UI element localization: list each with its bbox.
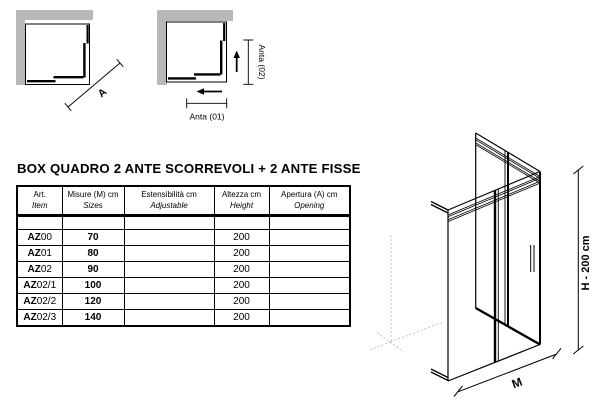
col-header-misure <box>62 186 124 216</box>
header-line2: Adjustable <box>150 201 188 210</box>
height-label: H - 200 cm <box>580 235 592 291</box>
wall-left <box>16 10 25 85</box>
table-row <box>17 294 350 310</box>
shower-box-outline <box>167 22 227 82</box>
apertura-value <box>269 310 350 327</box>
construction-axes <box>370 235 442 352</box>
misure-value: 90 <box>62 262 124 278</box>
art-code <box>17 278 62 294</box>
spacer-row <box>17 216 350 230</box>
misure-value: 70 <box>62 230 124 246</box>
altezza-value: 200 <box>214 230 269 246</box>
empty-cell <box>214 216 269 230</box>
empty-cell <box>62 216 124 230</box>
header-line1: Art. <box>33 190 46 199</box>
estensibilita-value <box>124 262 214 278</box>
art-suffix: 02/2 <box>36 296 57 307</box>
estensibilita-value <box>124 278 214 294</box>
estensibilita-value <box>124 294 214 310</box>
header-line1: Estensibilità cm <box>141 190 197 199</box>
art-suffix: 00 <box>40 232 52 243</box>
art-suffix: 02/3 <box>36 312 57 323</box>
apertura-value <box>269 246 350 262</box>
plan-diagrams <box>0 0 300 140</box>
header-line2: Opening <box>294 201 325 210</box>
art-prefix: AZ <box>27 264 41 275</box>
estensibilita-value <box>124 246 214 262</box>
dimension-tick <box>454 386 463 397</box>
table-row <box>17 278 350 294</box>
estensibilita-value <box>124 310 214 327</box>
apertura-value <box>269 278 350 294</box>
dimension-a-label: A <box>95 85 110 101</box>
anta02-label: Anta (02) <box>257 44 267 80</box>
empty-cell <box>124 216 214 230</box>
section-title: BOX QUADRO 2 ANTE SCORREVOLI + 2 ANTE FISSE <box>17 161 361 176</box>
width-label: M <box>509 374 525 392</box>
art-code <box>17 310 62 327</box>
col-header-art <box>17 186 62 216</box>
table-row <box>17 246 350 262</box>
apertura-value <box>269 262 350 278</box>
art-prefix: AZ <box>27 248 41 259</box>
art-code <box>17 230 62 246</box>
altezza-value: 200 <box>214 246 269 262</box>
header-line2: Height <box>229 201 254 210</box>
table-row <box>17 262 350 278</box>
wall-left <box>157 10 167 85</box>
header-line2: Item <box>31 201 48 210</box>
plan-view-dimension <box>16 10 123 111</box>
altezza-value: 200 <box>214 278 269 294</box>
misure-value: 100 <box>62 278 124 294</box>
anta01-label: Anta (01) <box>189 111 225 122</box>
isometric-drawing <box>370 95 607 408</box>
wall-fixing-marks <box>431 202 448 381</box>
misure-value: 120 <box>62 294 124 310</box>
table-row <box>17 230 350 246</box>
plan-view-openings <box>157 10 267 122</box>
dimension-line-m <box>458 354 556 392</box>
apertura-value <box>269 294 350 310</box>
art-prefix: AZ <box>23 280 37 291</box>
height-dimension <box>573 166 592 354</box>
dimension-tick <box>65 103 71 111</box>
misure-value: 140 <box>62 310 124 327</box>
col-header-apertura <box>269 186 350 216</box>
door-handle <box>531 245 534 272</box>
art-code <box>17 246 62 262</box>
col-header-estensibilita <box>124 186 214 216</box>
table-row <box>17 310 350 327</box>
empty-cell <box>17 216 62 230</box>
dimension-tick <box>117 59 123 67</box>
wall-top <box>157 10 233 21</box>
col-header-altezza <box>214 186 269 216</box>
art-code <box>17 294 62 310</box>
spec-table <box>16 185 351 327</box>
estensibilita-value <box>124 230 214 246</box>
shower-box-outline <box>26 24 90 85</box>
header-row <box>17 186 350 216</box>
header-line1: Apertura (A) cm <box>281 190 338 199</box>
header-line1: Misure (M) cm <box>67 190 119 199</box>
dimension-tick <box>553 348 562 359</box>
altezza-value: 200 <box>214 310 269 327</box>
empty-cell <box>269 216 350 230</box>
art-suffix: 02 <box>40 264 52 275</box>
art-code <box>17 262 62 278</box>
header-line1: Altezza cm <box>221 190 262 199</box>
altezza-value: 200 <box>214 294 269 310</box>
altezza-value: 200 <box>214 262 269 278</box>
art-prefix: AZ <box>27 232 41 243</box>
art-prefix: AZ <box>23 312 37 323</box>
slide-up-arrowhead-icon <box>234 51 240 59</box>
art-suffix: 02/1 <box>36 280 57 291</box>
misure-value: 80 <box>62 246 124 262</box>
art-prefix: AZ <box>23 296 37 307</box>
wall-top <box>16 10 93 20</box>
slide-left-arrowhead-icon <box>197 88 205 94</box>
art-suffix: 01 <box>40 248 52 259</box>
apertura-value <box>269 230 350 246</box>
header-line2: Sizes <box>83 201 103 210</box>
